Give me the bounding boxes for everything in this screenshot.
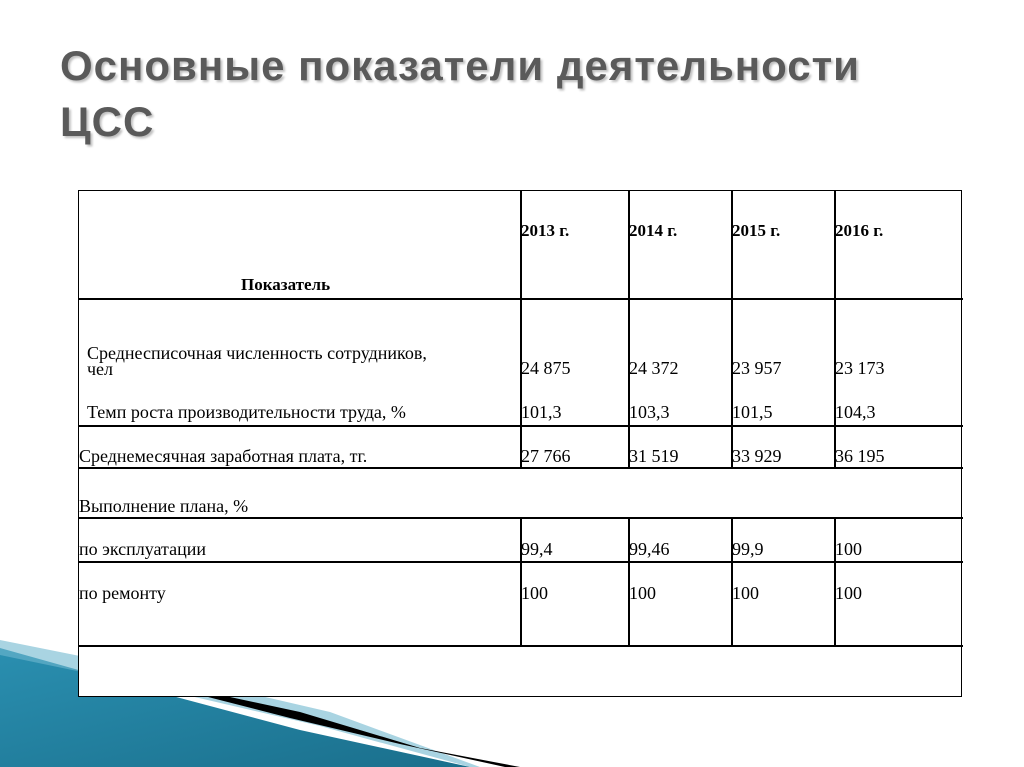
row-label: Выполнение плана, % [79, 496, 249, 516]
indicators-table [78, 190, 962, 697]
row-label: по эксплуатации [79, 539, 207, 559]
cell-value: 100 [835, 539, 862, 559]
cell-value: 33 929 [732, 446, 782, 466]
cell-value: 36 195 [835, 446, 885, 466]
column-divider [520, 517, 522, 645]
cell-value: 100 [629, 583, 656, 603]
row-label-cont: чел [87, 359, 114, 379]
row-label: по ремонту [79, 583, 166, 603]
header-year: 2013 г. [521, 221, 570, 240]
row-label: Среднесписочная численность сотрудников, [87, 343, 427, 363]
cell-value: 23 957 [732, 358, 782, 378]
cell-value: 99,4 [521, 539, 553, 559]
row-divider [79, 645, 963, 647]
row-divider [79, 467, 963, 469]
cell-value: 23 173 [835, 358, 885, 378]
slide-title: Основные показатели деятельности ЦСС [60, 42, 860, 145]
header-indicator: Показатель [241, 275, 331, 294]
header-year: 2016 г. [835, 221, 884, 240]
cell-value: 31 519 [629, 446, 679, 466]
cell-value: 100 [521, 583, 548, 603]
header-year: 2015 г. [732, 221, 781, 240]
cell-value: 24 372 [629, 358, 679, 378]
column-divider [628, 517, 630, 645]
header-year: 2014 г. [629, 221, 678, 240]
column-divider [731, 517, 733, 645]
cell-value: 100 [732, 583, 759, 603]
cell-value: 101,5 [732, 402, 773, 422]
cell-value: 24 875 [521, 358, 571, 378]
row-label: Темп роста производительности труда, % [87, 402, 406, 422]
cell-value: 99,9 [732, 539, 764, 559]
row-label: Среднемесячная заработная плата, тг. [79, 446, 368, 466]
column-divider [834, 517, 836, 645]
cell-value: 103,3 [629, 402, 670, 422]
cell-value: 104,3 [835, 402, 876, 422]
cell-value: 27 766 [521, 446, 571, 466]
cell-value: 100 [835, 583, 862, 603]
cell-value: 101,3 [521, 402, 562, 422]
cell-value: 99,46 [629, 539, 670, 559]
